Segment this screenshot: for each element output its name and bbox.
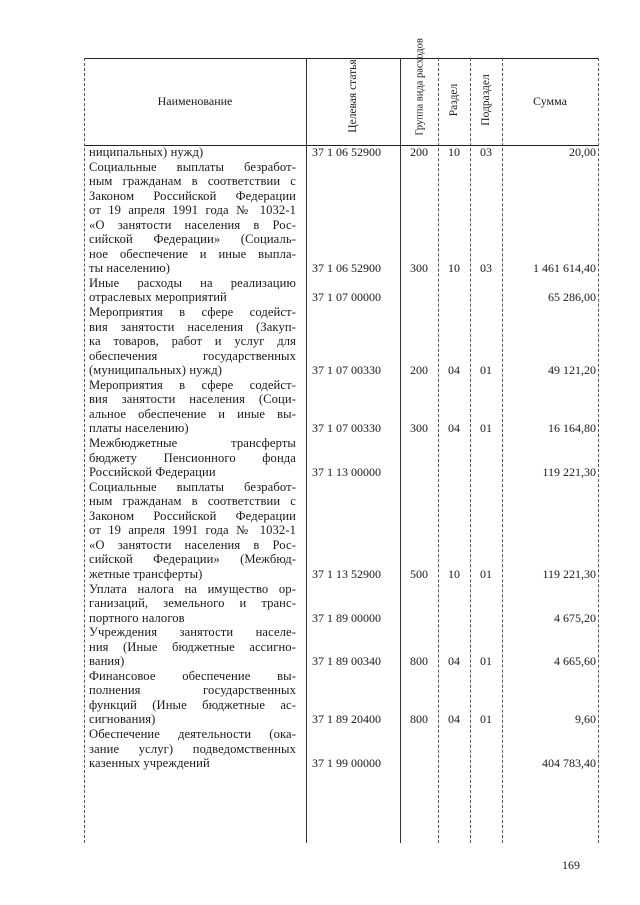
row-name	[89, 436, 296, 480]
row-name-line: ния (Иные бюджетные ассигно-	[89, 639, 296, 654]
table-row	[0, 727, 640, 771]
row-name-line: Обеспечение деятельности (ока-	[89, 727, 296, 741]
row-group: 300	[410, 421, 428, 436]
row-code: 37 1 89 20400	[312, 712, 381, 727]
row-name-line: Учреждения занятости населе-	[89, 625, 296, 640]
row-code: 37 1 89 00340	[312, 654, 381, 669]
row-code: 37 1 07 00330	[312, 421, 381, 436]
row-name-line: ка товаров, работ и услуг для	[89, 334, 296, 349]
row-name-line: зание услуг) подведомственных	[89, 741, 296, 756]
row-code: 37 1 13 00000	[312, 465, 381, 480]
row-sum: 20,00	[569, 145, 596, 159]
row-subsection: 01	[480, 566, 492, 581]
row-name-line: Законом Российской Федерации	[89, 188, 296, 203]
row-name-line: платы населению)	[89, 421, 189, 436]
row-name	[89, 625, 296, 669]
row-sum: 65 286,00	[548, 290, 596, 305]
row-name-line: ниципальных) нужд)	[89, 145, 204, 159]
table-row	[0, 436, 640, 480]
row-subsection: 01	[480, 712, 492, 727]
row-group: 200	[410, 363, 428, 378]
row-name-line: (муниципальных) нужд)	[89, 363, 222, 378]
row-subsection: 03	[480, 145, 492, 159]
row-code: 37 1 07 00000	[312, 290, 381, 305]
row-name-line: ганизаций, земельного и транс-	[89, 596, 296, 611]
row-name-line: отраслевых мероприятий	[89, 290, 227, 305]
row-name	[89, 160, 296, 276]
row-subsection: 01	[480, 421, 492, 436]
row-name	[89, 480, 296, 582]
row-sum: 119 221,30	[542, 566, 596, 581]
row-name-line: Межбюджетные трансферты	[89, 436, 296, 450]
row-subsection: 01	[480, 363, 492, 378]
table-row	[0, 669, 640, 727]
table-row	[0, 625, 640, 669]
row-code: 37 1 07 00330	[312, 363, 381, 378]
row-group: 800	[410, 712, 428, 727]
row-name	[89, 669, 296, 727]
row-group: 200	[410, 145, 428, 159]
row-name-line: Социальные выплаты безработ-	[89, 479, 296, 494]
row-name-line: сигнования)	[89, 712, 156, 727]
row-subsection: 03	[480, 261, 492, 276]
row-name	[89, 145, 296, 160]
row-name	[89, 727, 296, 771]
row-subsection: 01	[480, 654, 492, 669]
row-name-line: полнения государственных	[89, 683, 296, 698]
row-section: 04	[448, 421, 460, 436]
row-name-line: Мероприятия в сфере содейст-	[89, 377, 296, 392]
row-name-line: вия занятости населения (Закуп-	[89, 319, 296, 334]
row-section: 10	[448, 145, 460, 159]
header-sum: Сумма	[533, 93, 567, 108]
row-name	[89, 582, 296, 626]
row-sum: 1 461 614,40	[533, 261, 596, 276]
row-name-line: Финансовое обеспечение вы-	[89, 668, 296, 683]
row-section: 04	[448, 654, 460, 669]
table-row	[0, 582, 640, 626]
row-name-line: Уплата налога на имущество ор-	[89, 581, 296, 596]
row-code: 37 1 06 52900	[312, 261, 381, 276]
row-sum: 16 164,80	[548, 421, 596, 436]
row-name	[89, 305, 296, 378]
row-name-line: ное обеспечение и иные выпла-	[89, 246, 296, 261]
row-name-line: альное обеспечение и иные вы-	[89, 406, 296, 421]
row-section: 10	[448, 566, 460, 581]
row-name-line: Российской Федерации	[89, 465, 216, 480]
row-name-line: бюджету Пенсионного фонда	[89, 450, 296, 465]
row-sum: 49 121,20	[548, 363, 596, 378]
row-group: 800	[410, 654, 428, 669]
row-name-line: сийской Федерации» (Межбюд-	[89, 552, 296, 567]
row-name-line: жетные трансферты)	[89, 566, 203, 581]
header-subsection: Подраздел	[480, 74, 492, 126]
row-sum: 404 783,40	[542, 756, 596, 771]
row-section: 04	[448, 363, 460, 378]
row-name-line: «О занятости населения в Рос-	[89, 537, 296, 552]
row-name-line: ты населению)	[89, 261, 171, 276]
table-row	[0, 378, 640, 436]
row-name	[89, 378, 296, 436]
row-name-line: ным гражданам в соответствии с	[89, 174, 296, 189]
row-name-line: Мероприятия в сфере содейст-	[89, 305, 296, 320]
row-sum: 119 221,30	[542, 465, 596, 480]
row-code: 37 1 89 00000	[312, 610, 381, 625]
row-name-line: от 19 апреля 1991 года № 1032-1	[89, 523, 296, 538]
row-name-line: казенных учреждений	[89, 756, 210, 771]
row-name-line: ным гражданам в соответствии с	[89, 494, 296, 509]
row-sum: 9,60	[575, 712, 596, 727]
row-name-line: вания)	[89, 654, 125, 669]
row-name-line: вия занятости населения (Соци-	[89, 392, 296, 407]
row-group: 500	[410, 566, 428, 581]
row-name-line: Законом Российской Федерации	[89, 508, 296, 523]
row-name-line: от 19 апреля 1991 года № 1032-1	[89, 203, 296, 218]
row-sum: 4 665,60	[554, 654, 596, 669]
row-name	[89, 276, 296, 305]
row-section: 10	[448, 261, 460, 276]
table-row	[0, 276, 640, 305]
row-name-line: сийской Федерации» (Социаль-	[89, 232, 296, 247]
row-code: 37 1 99 00000	[312, 756, 381, 771]
table-row	[0, 145, 640, 160]
page-number: 169	[562, 858, 580, 872]
row-name-line: «О занятости населения в Рос-	[89, 217, 296, 232]
header-section: Раздел	[448, 83, 460, 117]
row-name-line: обеспечения государственных	[89, 348, 296, 363]
row-name-line: Иные расходы на реализацию	[89, 275, 296, 290]
row-section: 04	[448, 712, 460, 727]
row-name-line: функций (Иные бюджетные ас-	[89, 697, 296, 712]
row-code: 37 1 06 52900	[312, 145, 381, 159]
table-row	[0, 480, 640, 582]
row-sum: 4 675,20	[554, 610, 596, 625]
header-code: Целевая статья	[347, 59, 359, 133]
table-row	[0, 160, 640, 276]
row-name-line: Социальные выплаты безработ-	[89, 159, 296, 174]
row-group: 300	[410, 261, 428, 276]
row-code: 37 1 13 52900	[312, 566, 381, 581]
header-name: Наименование	[157, 93, 233, 108]
header-group: Группа вида расходов	[414, 38, 426, 136]
table-row	[0, 305, 640, 378]
row-name-line: портного налогов	[89, 610, 185, 625]
